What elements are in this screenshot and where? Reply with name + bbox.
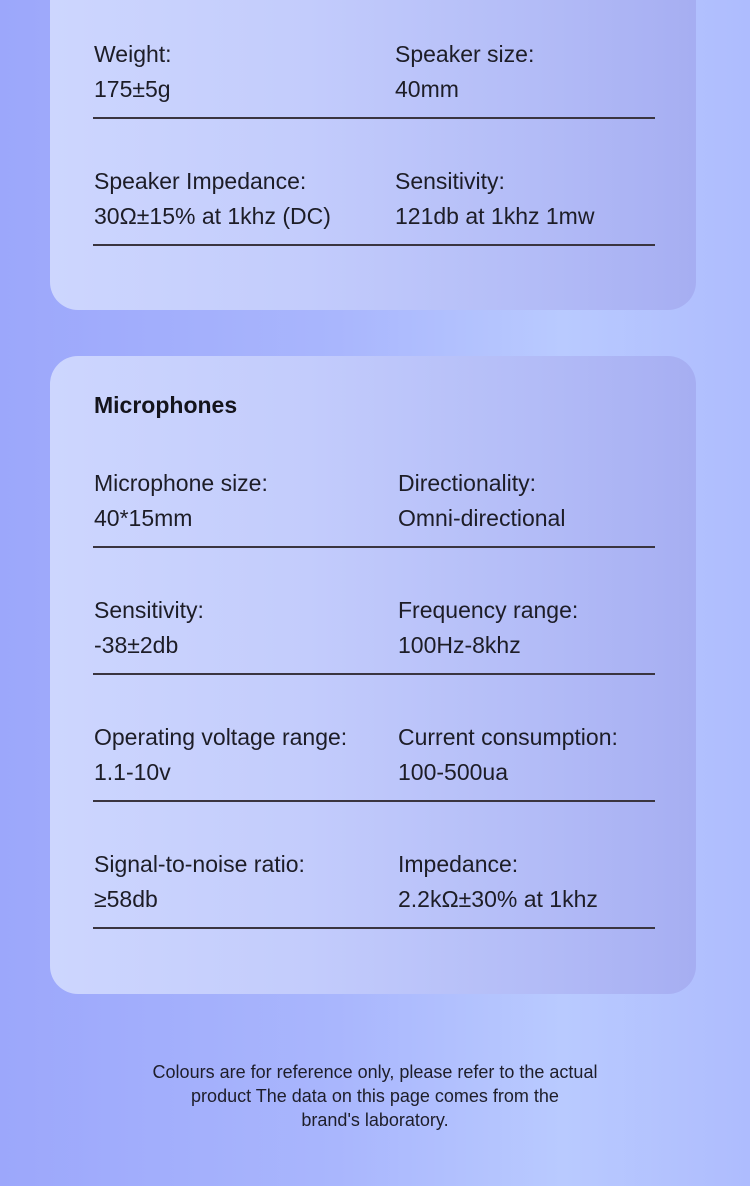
spec-weight <box>94 37 172 107</box>
spec-value: 100Hz-8khz <box>398 632 521 658</box>
spec-impedance <box>398 847 598 917</box>
spec-value: 40*15mm <box>94 505 193 531</box>
spec-label: Current consumption: <box>398 724 618 750</box>
spec-value: 175±5g <box>94 76 171 102</box>
spec-label: Frequency range: <box>398 597 579 623</box>
spec-label: Signal-to-noise ratio: <box>94 851 305 877</box>
spec-value: ≥58db <box>94 886 158 912</box>
section-title: Microphones <box>94 392 238 418</box>
spec-speaker-impedance <box>94 164 331 234</box>
spec-label: Weight: <box>94 41 172 67</box>
spec-directionality <box>398 466 565 536</box>
spec-row <box>93 847 655 929</box>
spec-row <box>93 164 655 246</box>
disclaimer-line: brand's laboratory. <box>301 1110 449 1130</box>
spec-value: 2.2kΩ±30% at 1khz <box>398 886 598 912</box>
spec-label: Speaker size: <box>395 41 535 67</box>
spec-row <box>93 593 655 675</box>
disclaimer-line: Colours are for reference only, please refer to the actual <box>152 1062 598 1082</box>
spec-microphone-size <box>94 466 268 536</box>
spec-value: Omni-directional <box>398 505 566 531</box>
spec-label: Sensitivity: <box>395 168 505 194</box>
spec-value: -38±2db <box>94 632 179 658</box>
spec-current-consumption <box>398 720 618 790</box>
spec-frequency-range <box>398 593 578 663</box>
spec-value: 1.1-10v <box>94 759 171 785</box>
spec-signal-to-noise <box>94 847 305 917</box>
spec-label: Sensitivity: <box>94 597 204 623</box>
spec-label: Microphone size: <box>94 470 268 496</box>
spec-value: 30Ω±15% at 1khz (DC) <box>94 203 331 229</box>
spec-value: 121db at 1khz 1mw <box>395 203 595 229</box>
spec-value: 40mm <box>395 76 459 102</box>
spec-sensitivity <box>395 164 594 234</box>
microphones-specs-card <box>50 356 696 994</box>
spec-row <box>93 37 655 119</box>
spec-label: Speaker Impedance: <box>94 168 307 194</box>
spec-mic-sensitivity <box>94 593 204 663</box>
disclaimer-note <box>75 1060 675 1132</box>
spec-value: 100-500ua <box>398 759 508 785</box>
spec-label: Directionality: <box>398 470 537 496</box>
spec-row <box>93 466 655 548</box>
disclaimer-line: product The data on this page comes from the <box>191 1086 559 1106</box>
spec-speaker-size <box>395 37 534 107</box>
speaker-specs-card <box>50 0 696 310</box>
spec-operating-voltage <box>94 720 347 790</box>
spec-row <box>93 720 655 802</box>
spec-label: Operating voltage range: <box>94 724 348 750</box>
spec-label: Impedance: <box>398 851 519 877</box>
